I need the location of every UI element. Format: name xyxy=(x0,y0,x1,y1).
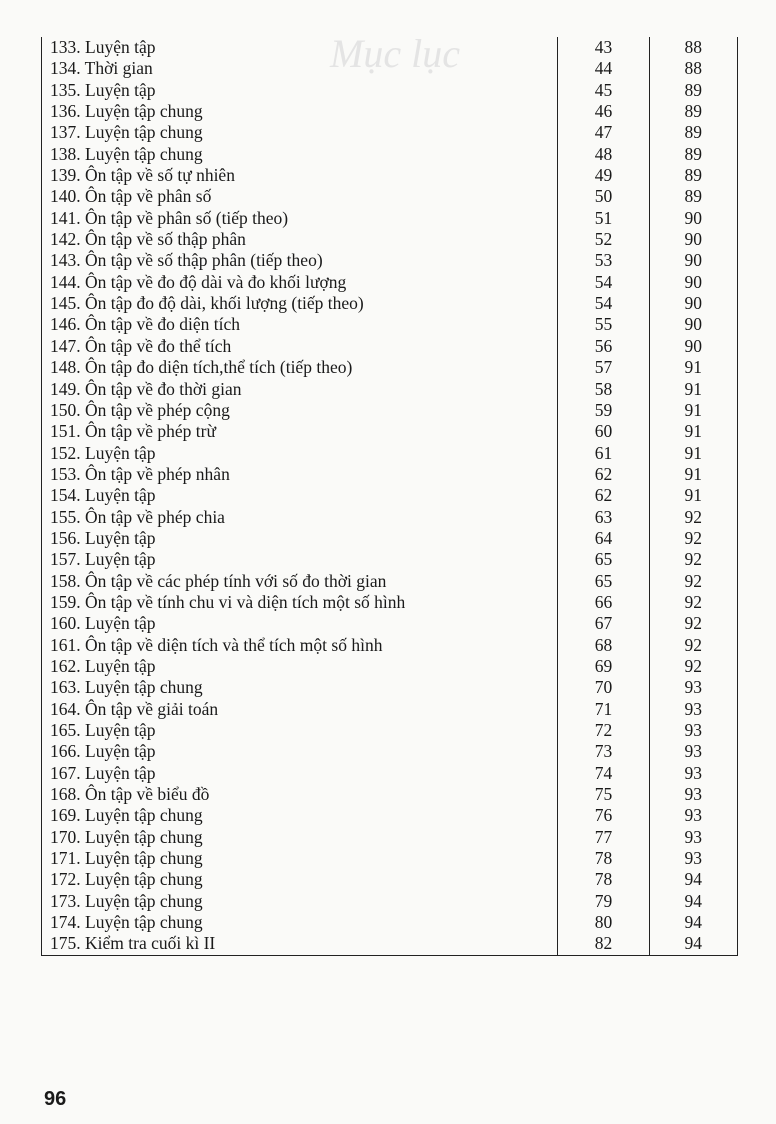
page-ref-a: 62 xyxy=(558,464,649,485)
lesson-title: 147. Ôn tập về đo thể tích xyxy=(42,336,558,357)
lesson-title: 142. Ôn tập về số thập phân xyxy=(42,229,558,250)
table-row xyxy=(42,485,738,506)
page-ref-b: 89 xyxy=(649,165,737,186)
lesson-title: 174. Luyện tập chung xyxy=(42,912,558,933)
page-ref-b: 94 xyxy=(649,933,737,955)
page-ref-a: 44 xyxy=(558,58,649,79)
page-ref-a: 52 xyxy=(558,229,649,250)
page-ref-b: 93 xyxy=(649,720,737,741)
page-ref-a: 46 xyxy=(558,101,649,122)
page-ref-a: 75 xyxy=(558,784,649,805)
lesson-title: 171. Luyện tập chung xyxy=(42,848,558,869)
page-ref-b: 91 xyxy=(649,443,737,464)
page-ref-a: 67 xyxy=(558,613,649,634)
page-ref-a: 78 xyxy=(558,869,649,890)
page-ref-b: 94 xyxy=(649,869,737,890)
page-ref-a: 58 xyxy=(558,379,649,400)
lesson-title: 161. Ôn tập về diện tích và thể tích một số hình xyxy=(42,635,558,656)
lesson-title: 134. Thời gian xyxy=(42,58,558,79)
lesson-title: 151. Ôn tập về phép trừ xyxy=(42,421,558,442)
page-ref-b: 93 xyxy=(649,805,737,826)
page-ref-a: 65 xyxy=(558,571,649,592)
page-ref-a: 64 xyxy=(558,528,649,549)
table-row xyxy=(42,122,738,143)
page-ref-a: 45 xyxy=(558,80,649,101)
page-ref-a: 68 xyxy=(558,635,649,656)
lesson-title: 144. Ôn tập về đo độ dài và đo khối lượng xyxy=(42,272,558,293)
page-ref-a: 50 xyxy=(558,186,649,207)
table-row xyxy=(42,912,738,933)
page-ref-b: 93 xyxy=(649,784,737,805)
page-ref-a: 65 xyxy=(558,549,649,570)
page-ref-b: 89 xyxy=(649,80,737,101)
page-ref-a: 63 xyxy=(558,507,649,528)
table-row xyxy=(42,464,738,485)
table-row xyxy=(42,165,738,186)
table-row xyxy=(42,101,738,122)
page-ref-b: 93 xyxy=(649,848,737,869)
lesson-title: 135. Luyện tập xyxy=(42,80,558,101)
page-ref-a: 70 xyxy=(558,677,649,698)
lesson-title: 138. Luyện tập chung xyxy=(42,144,558,165)
lesson-title: 139. Ôn tập về số tự nhiên xyxy=(42,165,558,186)
table-row xyxy=(42,848,738,869)
page-ref-b: 93 xyxy=(649,677,737,698)
lesson-title: 166. Luyện tập xyxy=(42,741,558,762)
page-ref-a: 57 xyxy=(558,357,649,378)
table-row xyxy=(42,250,738,271)
table-row xyxy=(42,293,738,314)
toc-body xyxy=(42,37,738,955)
page-ref-a: 82 xyxy=(558,933,649,955)
page-ref-a: 51 xyxy=(558,208,649,229)
page-ref-b: 93 xyxy=(649,827,737,848)
page-ref-b: 91 xyxy=(649,421,737,442)
table-row xyxy=(42,379,738,400)
page-ref-b: 89 xyxy=(649,101,737,122)
table-row xyxy=(42,336,738,357)
lesson-title: 153. Ôn tập về phép nhân xyxy=(42,464,558,485)
lesson-title: 173. Luyện tập chung xyxy=(42,891,558,912)
table-row xyxy=(42,784,738,805)
lesson-title: 152. Luyện tập xyxy=(42,443,558,464)
lesson-title: 163. Luyện tập chung xyxy=(42,677,558,698)
table-row xyxy=(42,80,738,101)
table-row xyxy=(42,443,738,464)
page-ref-a: 74 xyxy=(558,763,649,784)
lesson-title: 158. Ôn tập về các phép tính với số đo thời gian xyxy=(42,571,558,592)
lesson-title: 148. Ôn tập đo diện tích,thể tích (tiếp theo) xyxy=(42,357,558,378)
table-row xyxy=(42,869,738,890)
lesson-title: 160. Luyện tập xyxy=(42,613,558,634)
table-row xyxy=(42,272,738,293)
table-row xyxy=(42,656,738,677)
page-ref-a: 59 xyxy=(558,400,649,421)
table-row xyxy=(42,229,738,250)
table-row xyxy=(42,357,738,378)
page-ref-a: 54 xyxy=(558,272,649,293)
page-ref-a: 47 xyxy=(558,122,649,143)
table-row xyxy=(42,186,738,207)
lesson-title: 154. Luyện tập xyxy=(42,485,558,506)
lesson-title: 162. Luyện tập xyxy=(42,656,558,677)
page-ref-a: 43 xyxy=(558,37,649,58)
page-ref-b: 92 xyxy=(649,507,737,528)
page-ref-b: 92 xyxy=(649,656,737,677)
table-row xyxy=(42,763,738,784)
lesson-title: 159. Ôn tập về tính chu vi và diện tích một số hình xyxy=(42,592,558,613)
page-ref-a: 71 xyxy=(558,699,649,720)
page-ref-b: 90 xyxy=(649,272,737,293)
lesson-title: 168. Ôn tập về biểu đồ xyxy=(42,784,558,805)
lesson-title: 167. Luyện tập xyxy=(42,763,558,784)
page-ref-a: 73 xyxy=(558,741,649,762)
page-ref-a: 79 xyxy=(558,891,649,912)
page-ref-a: 49 xyxy=(558,165,649,186)
page-ref-b: 88 xyxy=(649,58,737,79)
page-ref-b: 92 xyxy=(649,592,737,613)
table-row xyxy=(42,400,738,421)
lesson-title: 165. Luyện tập xyxy=(42,720,558,741)
page-ref-a: 62 xyxy=(558,485,649,506)
page-ref-b: 89 xyxy=(649,186,737,207)
page-ref-a: 72 xyxy=(558,720,649,741)
page-ref-a: 66 xyxy=(558,592,649,613)
table-row xyxy=(42,827,738,848)
page-ref-b: 92 xyxy=(649,549,737,570)
page-ref-b: 90 xyxy=(649,314,737,335)
page-ref-a: 77 xyxy=(558,827,649,848)
table-row xyxy=(42,144,738,165)
lesson-title: 145. Ôn tập đo độ dài, khối lượng (tiếp theo) xyxy=(42,293,558,314)
page-ref-b: 93 xyxy=(649,763,737,784)
page-ref-b: 89 xyxy=(649,144,737,165)
lesson-title: 155. Ôn tập về phép chia xyxy=(42,507,558,528)
table-row xyxy=(42,677,738,698)
table-row xyxy=(42,528,738,549)
lesson-title: 172. Luyện tập chung xyxy=(42,869,558,890)
page-ref-a: 54 xyxy=(558,293,649,314)
page-ref-a: 60 xyxy=(558,421,649,442)
page-ref-a: 78 xyxy=(558,848,649,869)
page-ref-b: 93 xyxy=(649,699,737,720)
table-row xyxy=(42,613,738,634)
page-ref-b: 90 xyxy=(649,250,737,271)
lesson-title: 156. Luyện tập xyxy=(42,528,558,549)
lesson-title: 143. Ôn tập về số thập phân (tiếp theo) xyxy=(42,250,558,271)
page-ref-b: 90 xyxy=(649,336,737,357)
page-ref-a: 61 xyxy=(558,443,649,464)
lesson-title: 175. Kiểm tra cuối kì II xyxy=(42,933,558,955)
lesson-title: 146. Ôn tập về đo diện tích xyxy=(42,314,558,335)
table-row xyxy=(42,699,738,720)
page-ref-a: 48 xyxy=(558,144,649,165)
page-ref-a: 56 xyxy=(558,336,649,357)
page-ref-b: 93 xyxy=(649,741,737,762)
page-ref-b: 90 xyxy=(649,229,737,250)
table-row xyxy=(42,592,738,613)
lesson-title: 137. Luyện tập chung xyxy=(42,122,558,143)
bleed-through-heading: Mục lục xyxy=(330,31,460,76)
table-row xyxy=(42,421,738,442)
table-row xyxy=(42,37,738,58)
page-number: 96 xyxy=(44,1088,67,1110)
page-ref-b: 92 xyxy=(649,613,737,634)
lesson-title: 133. Luyện tập xyxy=(42,37,558,58)
page-ref-b: 91 xyxy=(649,357,737,378)
page-ref-b: 92 xyxy=(649,635,737,656)
table-row xyxy=(42,805,738,826)
page-ref-b: 92 xyxy=(649,571,737,592)
page-ref-b: 89 xyxy=(649,122,737,143)
lesson-title: 140. Ôn tập về phân số xyxy=(42,186,558,207)
table-row xyxy=(42,208,738,229)
table-row xyxy=(42,507,738,528)
lesson-title: 149. Ôn tập về đo thời gian xyxy=(42,379,558,400)
page-ref-b: 91 xyxy=(649,464,737,485)
page-ref-b: 92 xyxy=(649,528,737,549)
page-ref-a: 80 xyxy=(558,912,649,933)
page-ref-a: 69 xyxy=(558,656,649,677)
page-ref-a: 76 xyxy=(558,805,649,826)
table-of-contents xyxy=(41,37,738,956)
page-ref-b: 90 xyxy=(649,293,737,314)
table-row xyxy=(42,891,738,912)
table-row xyxy=(42,720,738,741)
lesson-title: 150. Ôn tập về phép cộng xyxy=(42,400,558,421)
page-ref-a: 53 xyxy=(558,250,649,271)
lesson-title: 136. Luyện tập chung xyxy=(42,101,558,122)
page-ref-b: 94 xyxy=(649,891,737,912)
page-ref-b: 90 xyxy=(649,208,737,229)
table-row xyxy=(42,741,738,762)
lesson-title: 170. Luyện tập chung xyxy=(42,827,558,848)
page-ref-b: 88 xyxy=(649,37,737,58)
table-row xyxy=(42,58,738,79)
lesson-title: 157. Luyện tập xyxy=(42,549,558,570)
lesson-title: 164. Ôn tập về giải toán xyxy=(42,699,558,720)
page-ref-b: 91 xyxy=(649,400,737,421)
table-row xyxy=(42,571,738,592)
lesson-title: 169. Luyện tập chung xyxy=(42,805,558,826)
page-ref-a: 55 xyxy=(558,314,649,335)
page-ref-b: 91 xyxy=(649,485,737,506)
table-row xyxy=(42,635,738,656)
lesson-title: 141. Ôn tập về phân số (tiếp theo) xyxy=(42,208,558,229)
page-ref-b: 91 xyxy=(649,379,737,400)
page-ref-b: 94 xyxy=(649,912,737,933)
table-row xyxy=(42,549,738,570)
table-row xyxy=(42,314,738,335)
table-row xyxy=(42,933,738,955)
